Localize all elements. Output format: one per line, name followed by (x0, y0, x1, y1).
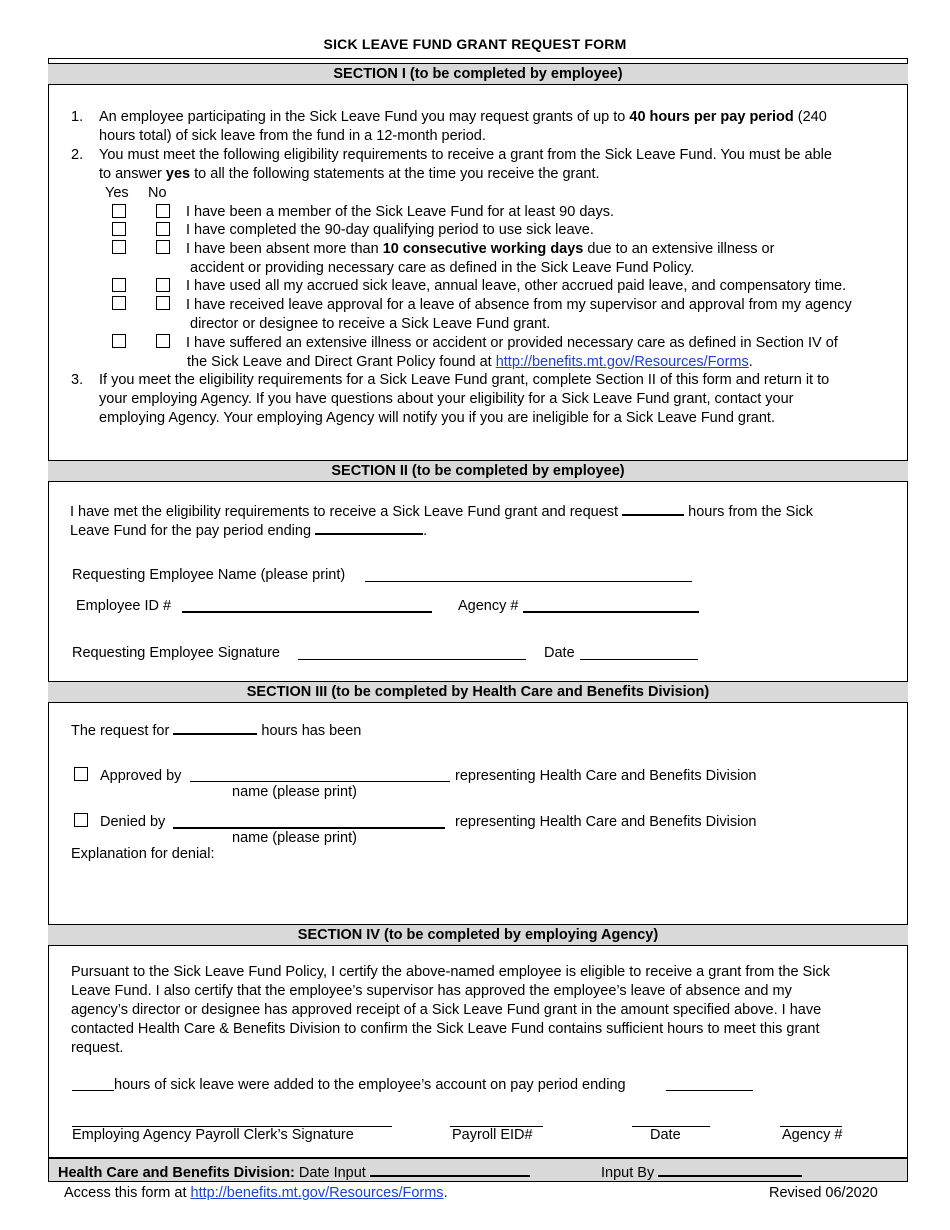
item1-text: An employee participating in the Sick Leave Fund you may request grants of up to 40 hours per pay period (240 (99, 109, 827, 125)
approved-representing: representing Health Care and Benefits Division (455, 768, 757, 784)
statement-1: I have been a member of the Sick Leave Fund for at least 90 days. (186, 204, 614, 220)
employee-signature-label: Requesting Employee Signature (72, 645, 280, 661)
hours-added-text: hours of sick leave were added to the employee’s account on pay period ending (114, 1077, 626, 1093)
item1-text-line2: hours total) of sick leave from the fund in a 12-month period. (99, 128, 486, 144)
yes-column-label: Yes (105, 185, 129, 201)
item3-text: If you meet the eligibility requirements for a Sick Leave Fund grant, complete Section II of this form and return it to (99, 372, 830, 388)
input-by-field[interactable] (658, 1161, 802, 1177)
payroll-eid-label: Payroll EID# (452, 1127, 533, 1143)
access-form-link[interactable]: http://benefits.mt.gov/Resources/Forms (190, 1185, 444, 1201)
stmt2-yes-checkbox[interactable] (112, 222, 126, 236)
item2-text-line2: to answer yes to all the following statements at the time you receive the grant. (99, 166, 600, 182)
certification-line1: Pursuant to the Sick Leave Fund Policy, I certify the above-named employee is eligible to receive a grant from the Sick (71, 964, 830, 980)
statement-5-line2: director or designee to receive a Sick Leave Fund grant. (190, 316, 551, 332)
stmt5-no-checkbox[interactable] (156, 296, 170, 310)
employee-id-field[interactable] (182, 611, 432, 613)
employee-date-label: Date (544, 645, 575, 661)
approved-by-field[interactable] (190, 781, 450, 782)
certification-line2: Leave Fund. I also certify that the employee’s supervisor has approved the employee’s leave of absence and my (71, 983, 792, 999)
hours-requested-field[interactable] (622, 500, 684, 516)
agency-number-label: Agency # (458, 598, 519, 614)
no-column-label: No (148, 185, 167, 201)
stmt6-yes-checkbox[interactable] (112, 334, 126, 348)
stmt3-yes-checkbox[interactable] (112, 240, 126, 254)
stmt6-no-checkbox[interactable] (156, 334, 170, 348)
employee-name-field[interactable] (365, 581, 692, 582)
statement-4: I have used all my accrued sick leave, annual leave, other accrued paid leave, and compensatory time. (186, 278, 847, 294)
certification-line4: contacted Health Care & Benefits Division to confirm the Sick Leave Fund contains sufficient hours to meet this grant (71, 1021, 820, 1037)
section1-header: SECTION I (to be completed by employee) (48, 63, 908, 85)
stmt4-yes-checkbox[interactable] (112, 278, 126, 292)
statement-3: I have been absent more than 10 consecutive working days due to an extensive illness or (186, 241, 775, 257)
section4-header: SECTION IV (to be completed by employing Agency) (48, 924, 908, 946)
item3-number: 3. (71, 372, 84, 388)
denied-by-label: Denied by (100, 814, 166, 830)
approved-checkbox[interactable] (74, 767, 88, 781)
input-by-label: Input By (601, 1161, 802, 1183)
statement-6-line2: the Sick Leave and Direct Grant Policy found at http://benefits.mt.gov/Resources/Forms. (187, 354, 753, 370)
item1-number: 1. (71, 109, 84, 125)
statement-2: I have completed the 90-day qualifying period to use sick leave. (186, 222, 594, 238)
approved-name-caption: name (please print) (232, 784, 357, 800)
hours-added-period-field[interactable] (666, 1090, 753, 1091)
employee-name-label: Requesting Employee Name (please print) (72, 567, 346, 583)
agency-number-field[interactable] (523, 611, 699, 613)
denied-checkbox[interactable] (74, 813, 88, 827)
clerk-signature-label: Employing Agency Payroll Clerk’s Signature (72, 1127, 354, 1143)
stmt1-no-checkbox[interactable] (156, 204, 170, 218)
stmt1-yes-checkbox[interactable] (112, 204, 126, 218)
employee-signature-field[interactable] (298, 659, 526, 660)
request-hours-field[interactable] (173, 719, 257, 735)
hcbd-label: Health Care and Benefits Division: Date Input (58, 1161, 530, 1183)
stmt5-yes-checkbox[interactable] (112, 296, 126, 310)
denied-representing: representing Health Care and Benefits Division (455, 814, 757, 830)
form-title: SICK LEAVE FUND GRANT REQUEST FORM (323, 36, 627, 52)
access-form-note: Access this form at http://benefits.mt.gov/Resources/Forms. (64, 1185, 448, 1201)
stmt4-no-checkbox[interactable] (156, 278, 170, 292)
approved-by-label: Approved by (100, 768, 182, 784)
date-input-field[interactable] (370, 1161, 530, 1177)
stmt2-no-checkbox[interactable] (156, 222, 170, 236)
certification-line3: agency’s director or designee has approved receipt of a Sick Leave Fund grant in the amount specified above. I have (71, 1002, 822, 1018)
revision-date: Revised 06/2020 (769, 1185, 878, 1201)
item2-text: You must meet the following eligibility requirements to receive a grant from the Sick Leave Fund. You must be able (99, 147, 832, 163)
section2-header: SECTION II (to be completed by employee) (48, 460, 908, 482)
pay-period-ending-field[interactable] (315, 519, 423, 535)
denied-name-caption: name (please print) (232, 830, 357, 846)
hours-added-field[interactable] (72, 1090, 114, 1091)
statement-5: I have received leave approval for a leave of absence from my supervisor and approval from my agency (186, 297, 852, 313)
request-status-line: The request for hours has been (71, 719, 361, 741)
item3-text-line3: employing Agency. Your employing Agency will notify you if you are ineligible for a Sick Leave Fund grant. (99, 410, 775, 426)
pay-period-line: Leave Fund for the pay period ending . (70, 519, 427, 541)
section4-date-label: Date (650, 1127, 681, 1143)
policy-link[interactable]: http://benefits.mt.gov/Resources/Forms (495, 354, 749, 370)
employee-id-label: Employee ID # (76, 598, 172, 614)
explanation-label: Explanation for denial: (71, 846, 215, 862)
employee-date-field[interactable] (580, 659, 698, 660)
section3-header: SECTION III (to be completed by Health Care and Benefits Division) (48, 681, 908, 703)
item2-number: 2. (71, 147, 84, 163)
certification-line5: request. (71, 1040, 124, 1056)
stmt3-no-checkbox[interactable] (156, 240, 170, 254)
hours-request-line: I have met the eligibility requirements to receive a Sick Leave Fund grant and request hours from the Sick (70, 500, 813, 522)
statement-3-line2: accident or providing necessary care as defined in the Sick Leave Fund Policy. (190, 260, 695, 276)
item3-text-line2: your employing Agency. If you have questions about your eligibility for a Sick Leave Fund grant, contact your (99, 391, 794, 407)
section4-agency-label: Agency # (782, 1127, 843, 1143)
statement-6: I have suffered an extensive illness or accident or provided necessary care as defined in Section IV of (186, 335, 838, 351)
